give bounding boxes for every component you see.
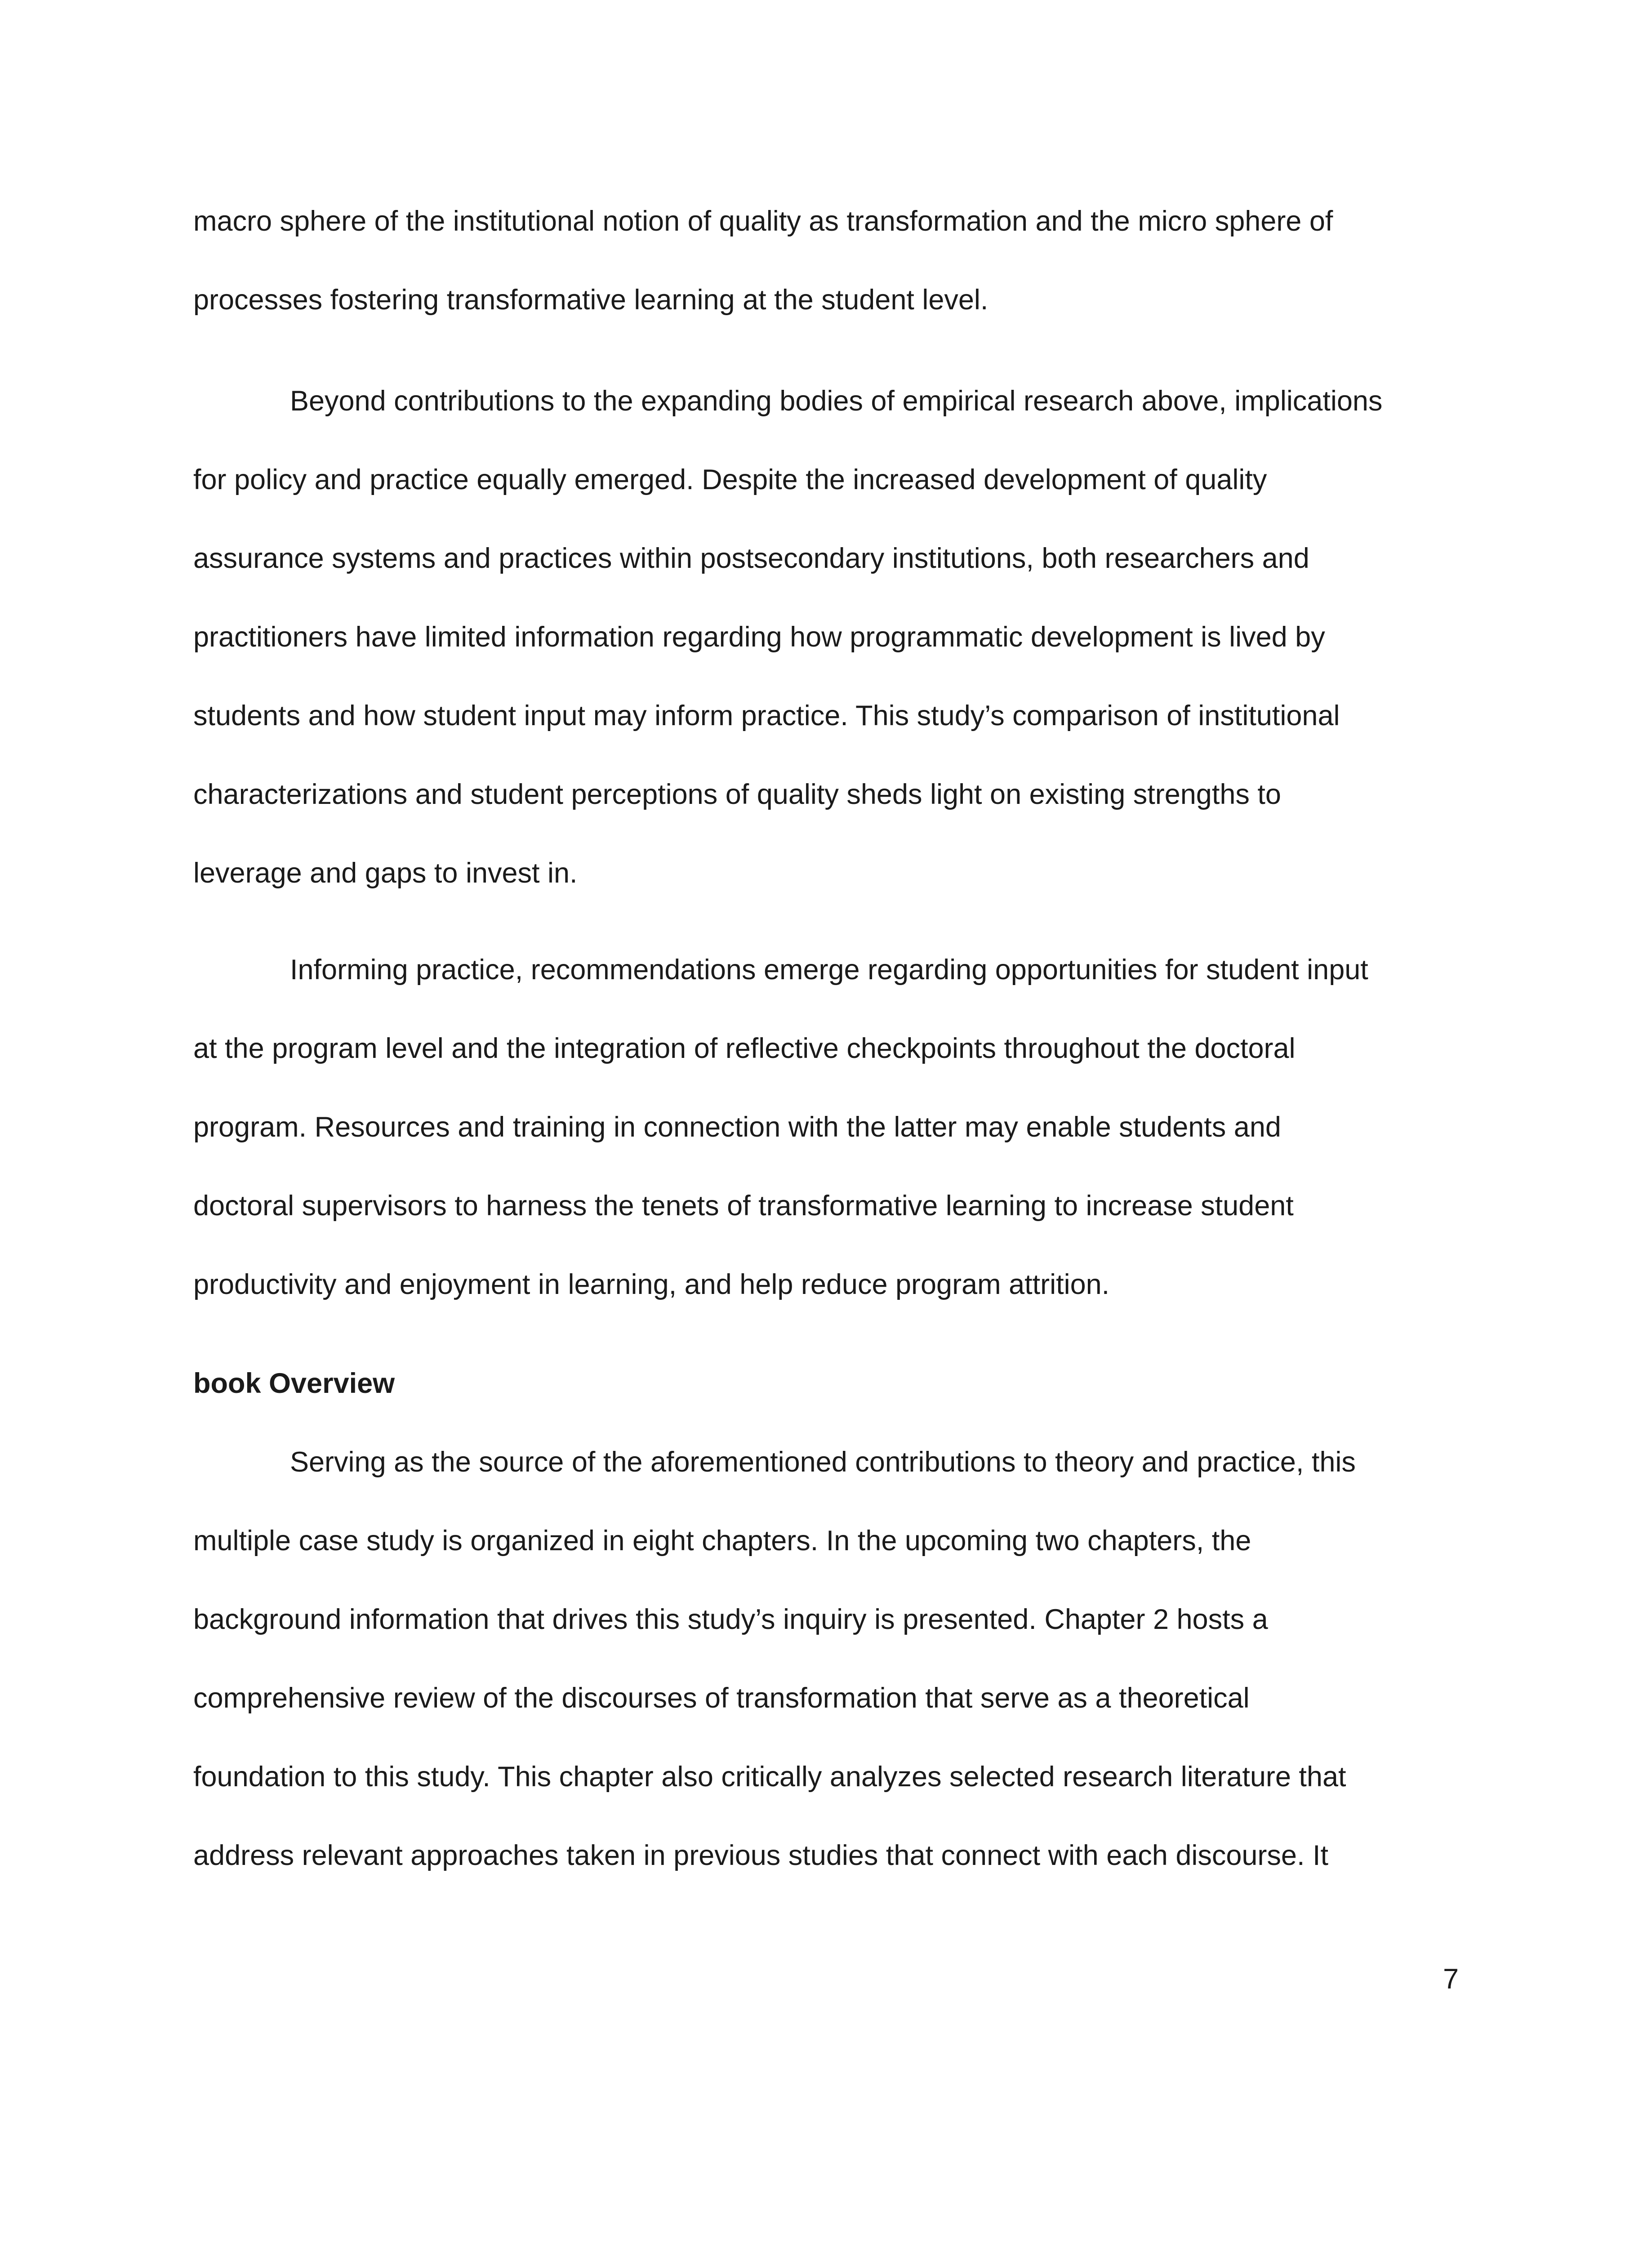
text-line: at the program level and the integration of reflective checkpoints throughout the doctoral (193, 1033, 1296, 1064)
text-line: background information that drives this study’s inquiry is presented. Chapter 2 hosts a (193, 1604, 1268, 1635)
text-line: assurance systems and practices within postsecondary institutions, both researchers and (193, 543, 1309, 574)
text-line: for policy and practice equally emerged. Despite the increased development of quality (193, 464, 1267, 495)
text-line: students and how student input may inform practice. This study’s comparison of institutional (193, 700, 1340, 731)
text-line-paragraph-start: Informing practice, recommendations emerge regarding opportunities for student input (290, 954, 1368, 986)
text-line: productivity and enjoyment in learning, and help reduce program attrition. (193, 1269, 1110, 1300)
text-line: foundation to this study. This chapter also critically analyzes selected research literature that (193, 1761, 1346, 1793)
text-line: macro sphere of the institutional notion of quality as transformation and the micro sphere of (193, 205, 1333, 237)
text-line: program. Resources and training in connection with the latter may enable students and (193, 1111, 1281, 1143)
text-line: multiple case study is organized in eight chapters. In the upcoming two chapters, the (193, 1525, 1251, 1557)
text-line: characterizations and student perceptions of quality sheds light on existing strengths to (193, 779, 1281, 810)
text-line: processes fostering transformative learning at the student level. (193, 284, 989, 316)
text-line: comprehensive review of the discourses of transformation that serve as a theoretical (193, 1682, 1250, 1714)
text-line: doctoral supervisors to harness the tenets of transformative learning to increase student (193, 1190, 1294, 1222)
text-line-paragraph-start: Serving as the source of the aforementioned contributions to theory and practice, this (290, 1446, 1356, 1478)
text-line: leverage and gaps to invest in. (193, 857, 578, 889)
section-heading: book Overview (193, 1368, 395, 1399)
text-line: address relevant approaches taken in previous studies that connect with each discourse. It (193, 1840, 1328, 1871)
page-number: 7 (1443, 1963, 1459, 1995)
text-line: practitioners have limited information regarding how programmatic development is lived by (193, 621, 1325, 653)
text-line-paragraph-start: Beyond contributions to the expanding bodies of empirical research above, implications (290, 385, 1383, 417)
